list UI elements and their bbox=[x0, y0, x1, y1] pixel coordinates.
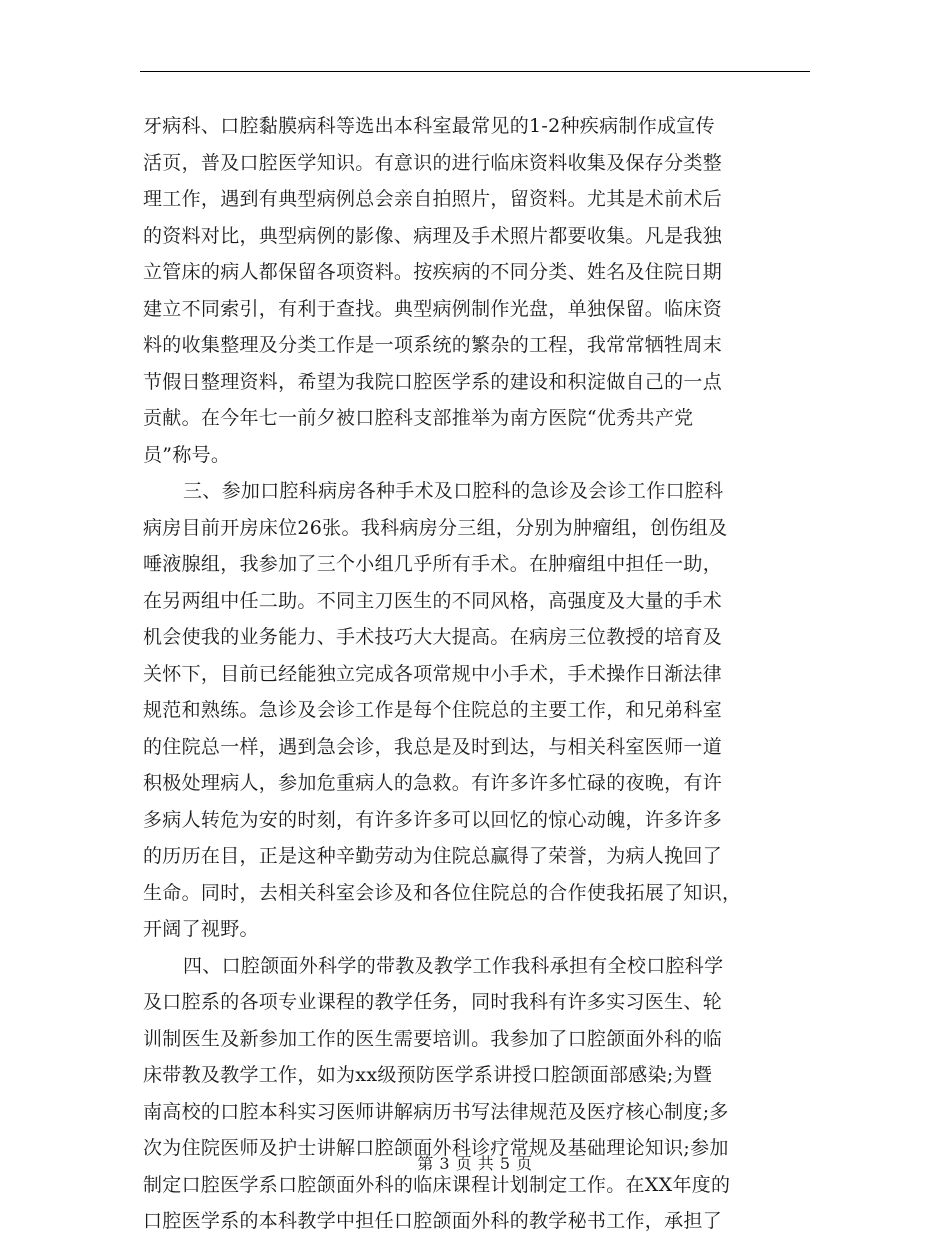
text-line: 四、口腔颌面外科学的带教及教学工作我科承担有全校口腔科学 bbox=[183, 954, 724, 977]
text-line: 次为住院医师及护士讲解口腔颌面外科诊疗常规及基础理论知识;参加 bbox=[143, 1137, 729, 1159]
text-line: 活页，普及口腔医学知识。有意识的进行临床资料收集及保存分类整 bbox=[143, 151, 723, 174]
text-line: 理工作，遇到有典型病例总会亲自拍照片，留资料。尤其是术前术后 bbox=[143, 188, 723, 210]
text-line: 的资料对比，典型病例的影像、病理及手术照片都要收集。凡是我独 bbox=[143, 224, 723, 247]
text-line: 关怀下，目前已经能独立完成各项常规中小手术，手术操作日渐法律 bbox=[143, 662, 723, 685]
text-line: 床带教及教学工作，如为xx级预防医学系讲授口腔颌面部感染;为暨 bbox=[143, 1064, 713, 1086]
text-line: 及口腔系的各项专业课程的教学任务，同时我科有许多实习医生、轮 bbox=[143, 991, 723, 1013]
text-line: 的历历在目，正是这种辛勤劳动为住院总赢得了荣誉，为病人挽回了 bbox=[143, 845, 723, 867]
text-line: 的住院总一样，遇到急会诊，我总是及时到达，与相关科室医师一道 bbox=[143, 735, 723, 758]
body-text bbox=[143, 108, 808, 1240]
text-line: 积极处理病人，参加危重病人的急救。有许多许多忙碌的夜晚，有许 bbox=[143, 772, 723, 794]
text-line: 口腔医学系的本科教学中担任口腔颌面外科的教学秘书工作，承担了 bbox=[143, 1210, 723, 1232]
text-line: 唾液腺组，我参加了三个小组几乎所有手术。在肿瘤组中担任一助， bbox=[143, 553, 723, 575]
text-line: 建立不同索引，有利于查找。典型病例制作光盘，单独保留。临床资 bbox=[143, 297, 723, 320]
text-line: 南高校的口腔本科实习医师讲解病历书写法律规范及医疗核心制度;多 bbox=[143, 1100, 729, 1123]
text-line: 节假日整理资料，希望为我院口腔医学系的建设和积淀做自己的一点 bbox=[143, 370, 723, 393]
text-line: 生命。同时，去相关科室会诊及和各位住院总的合作使我拓展了知识， bbox=[143, 881, 742, 904]
text-line: 立管床的病人都保留各项资料。按疾病的不同分类、姓名及住院日期 bbox=[143, 261, 723, 283]
text-line: 在另两组中任二助。不同主刀医生的不同风格，高强度及大量的手术 bbox=[143, 589, 723, 612]
text-line: 病房目前开房床位26张。我科病房分三组，分别为肿瘤组，创伤组及 bbox=[143, 516, 728, 539]
text-line: 开阔了视野。 bbox=[143, 918, 259, 940]
text-line: 多病人转危为安的时刻，有许多许多可以回忆的惊心动魄，许多许多 bbox=[143, 808, 723, 831]
text-line: 规范和熟练。急诊及会诊工作是每个住院总的主要工作，和兄弟科室 bbox=[143, 699, 723, 721]
text-line: 料的收集整理及分类工作是一项系统的繁杂的工程，我常常牺牲周末 bbox=[143, 334, 723, 356]
text-line: 制定口腔医学系口腔颌面外科的临床课程计划制定工作。在XX年度的 bbox=[143, 1173, 731, 1196]
text-line: 三、参加口腔科病房各种手术及口腔科的急诊及会诊工作口腔科 bbox=[183, 480, 724, 502]
text-line: 牙病科、口腔黏膜病科等选出本科室最常见的1-2种疾病制作成宣传 bbox=[143, 115, 715, 137]
text-line: 员”称号。 bbox=[143, 443, 231, 466]
text-line: 训制医生及新参加工作的医生需要培训。我参加了口腔颌面外科的临 bbox=[143, 1027, 723, 1050]
text-line: 机会使我的业务能力、手术技巧大大提高。在病房三位教授的培育及 bbox=[143, 626, 723, 648]
header-rule bbox=[140, 71, 810, 72]
text-line: 贡献。在今年七一前夕被口腔科支部推举为南方医院“优秀共产党 bbox=[143, 407, 694, 429]
page-footer: 第 3 页 共 5 页 bbox=[417, 1154, 533, 1173]
